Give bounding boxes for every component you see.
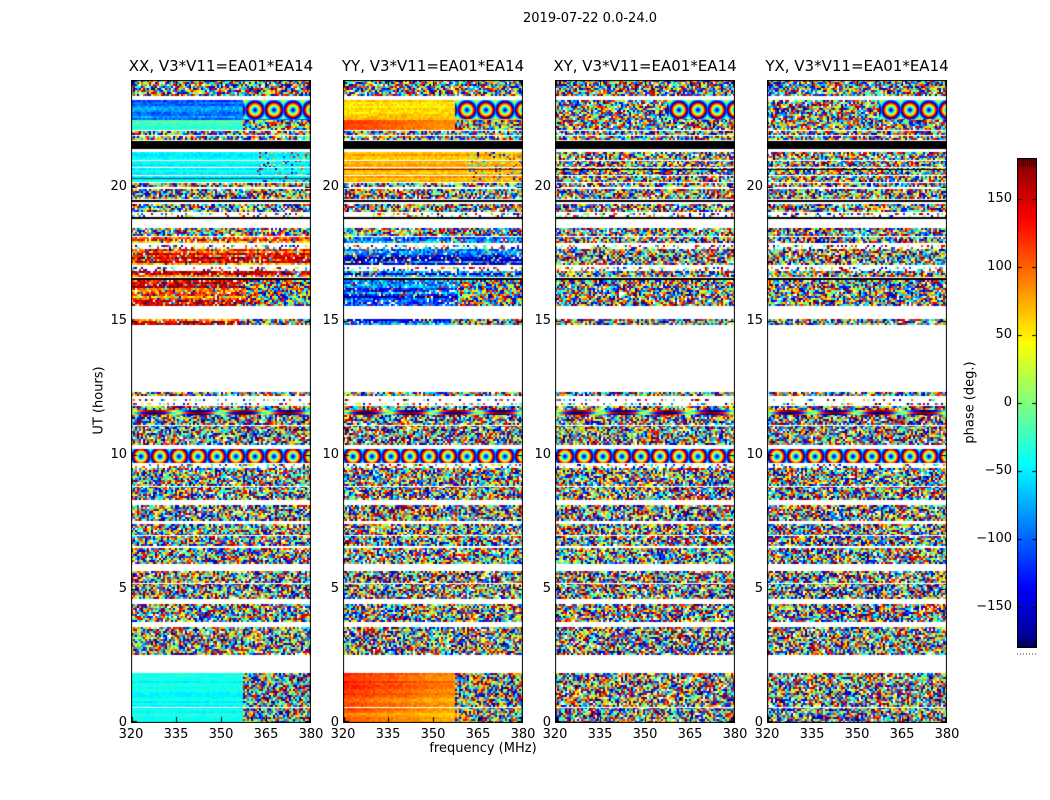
colorbar-tick-label: −150 bbox=[976, 599, 1012, 615]
x-tick-label: 365 bbox=[465, 727, 491, 742]
colorbar-extend-dots bbox=[1017, 653, 1037, 655]
y-axis-label: UT (hours) bbox=[91, 366, 107, 435]
colorbar-label: phase (deg.) bbox=[962, 361, 978, 444]
x-tick-label: 320 bbox=[542, 727, 568, 742]
colorbar-tick-label: 100 bbox=[987, 258, 1012, 274]
x-tick-label: 380 bbox=[934, 727, 960, 742]
heatmap-panel-xx bbox=[131, 80, 311, 723]
colorbar bbox=[1017, 158, 1037, 648]
y-tick-label: 5 bbox=[754, 581, 763, 597]
y-tick-label: 20 bbox=[746, 179, 763, 195]
x-tick-label: 350 bbox=[420, 727, 446, 742]
x-tick-label: 335 bbox=[163, 727, 189, 742]
x-tick-label: 320 bbox=[118, 727, 144, 742]
y-tick-label: 15 bbox=[534, 313, 551, 329]
x-tick-label: 350 bbox=[208, 727, 234, 742]
colorbar-tick-label: 0 bbox=[1003, 395, 1012, 410]
y-tick-label: 10 bbox=[110, 447, 127, 463]
y-tick-label: 15 bbox=[746, 313, 763, 329]
x-tick-label: 335 bbox=[375, 727, 401, 742]
heatmap-panel-yy bbox=[343, 80, 523, 723]
y-tick-label: 10 bbox=[534, 447, 551, 463]
x-tick-label: 335 bbox=[799, 727, 825, 742]
panel-title-yy: YY, V3*V11=EA01*EA14 bbox=[341, 57, 525, 75]
y-tick-label: 0 bbox=[754, 715, 763, 730]
y-tick-label: 5 bbox=[542, 581, 551, 597]
x-tick-label: 380 bbox=[298, 727, 324, 742]
panel-title-xx: XX, V3*V11=EA01*EA14 bbox=[128, 57, 314, 75]
x-tick-label: 350 bbox=[632, 727, 658, 742]
y-tick-label: 5 bbox=[330, 581, 339, 597]
y-tick-label: 10 bbox=[322, 447, 339, 463]
colorbar-tick-label: 150 bbox=[987, 190, 1012, 206]
x-tick-label: 350 bbox=[844, 727, 870, 742]
heatmap-panel-xy bbox=[555, 80, 735, 723]
y-tick-label: 15 bbox=[322, 313, 339, 329]
figure-title: 2019-07-22 0.0-24.0 bbox=[523, 11, 657, 26]
x-tick-label: 320 bbox=[330, 727, 356, 742]
x-tick-label: 335 bbox=[587, 727, 613, 742]
y-tick-label: 5 bbox=[118, 581, 127, 597]
y-tick-label: 0 bbox=[542, 715, 551, 730]
x-tick-label: 365 bbox=[253, 727, 279, 742]
panel-title-xy: XY, V3*V11=EA01*EA14 bbox=[553, 57, 737, 75]
heatmap-panel-yx bbox=[767, 80, 947, 723]
x-tick-label: 365 bbox=[889, 727, 915, 742]
y-tick-label: 15 bbox=[110, 313, 127, 329]
x-tick-label: 320 bbox=[754, 727, 780, 742]
x-tick-label: 380 bbox=[510, 727, 536, 742]
x-tick-label: 365 bbox=[677, 727, 703, 742]
x-tick-label: 380 bbox=[722, 727, 748, 742]
colorbar-tick-label: −100 bbox=[976, 531, 1012, 547]
y-tick-label: 0 bbox=[330, 715, 339, 730]
y-tick-label: 20 bbox=[534, 179, 551, 195]
y-tick-label: 20 bbox=[110, 179, 127, 195]
colorbar-tick-label: 50 bbox=[995, 326, 1012, 342]
colorbar-tick-label: −50 bbox=[984, 463, 1012, 479]
y-tick-label: 0 bbox=[118, 715, 127, 730]
y-tick-label: 10 bbox=[746, 447, 763, 463]
panel-title-yx: YX, V3*V11=EA01*EA14 bbox=[765, 57, 949, 75]
x-axis-label: frequency (MHz) bbox=[429, 741, 537, 756]
y-tick-label: 20 bbox=[322, 179, 339, 195]
